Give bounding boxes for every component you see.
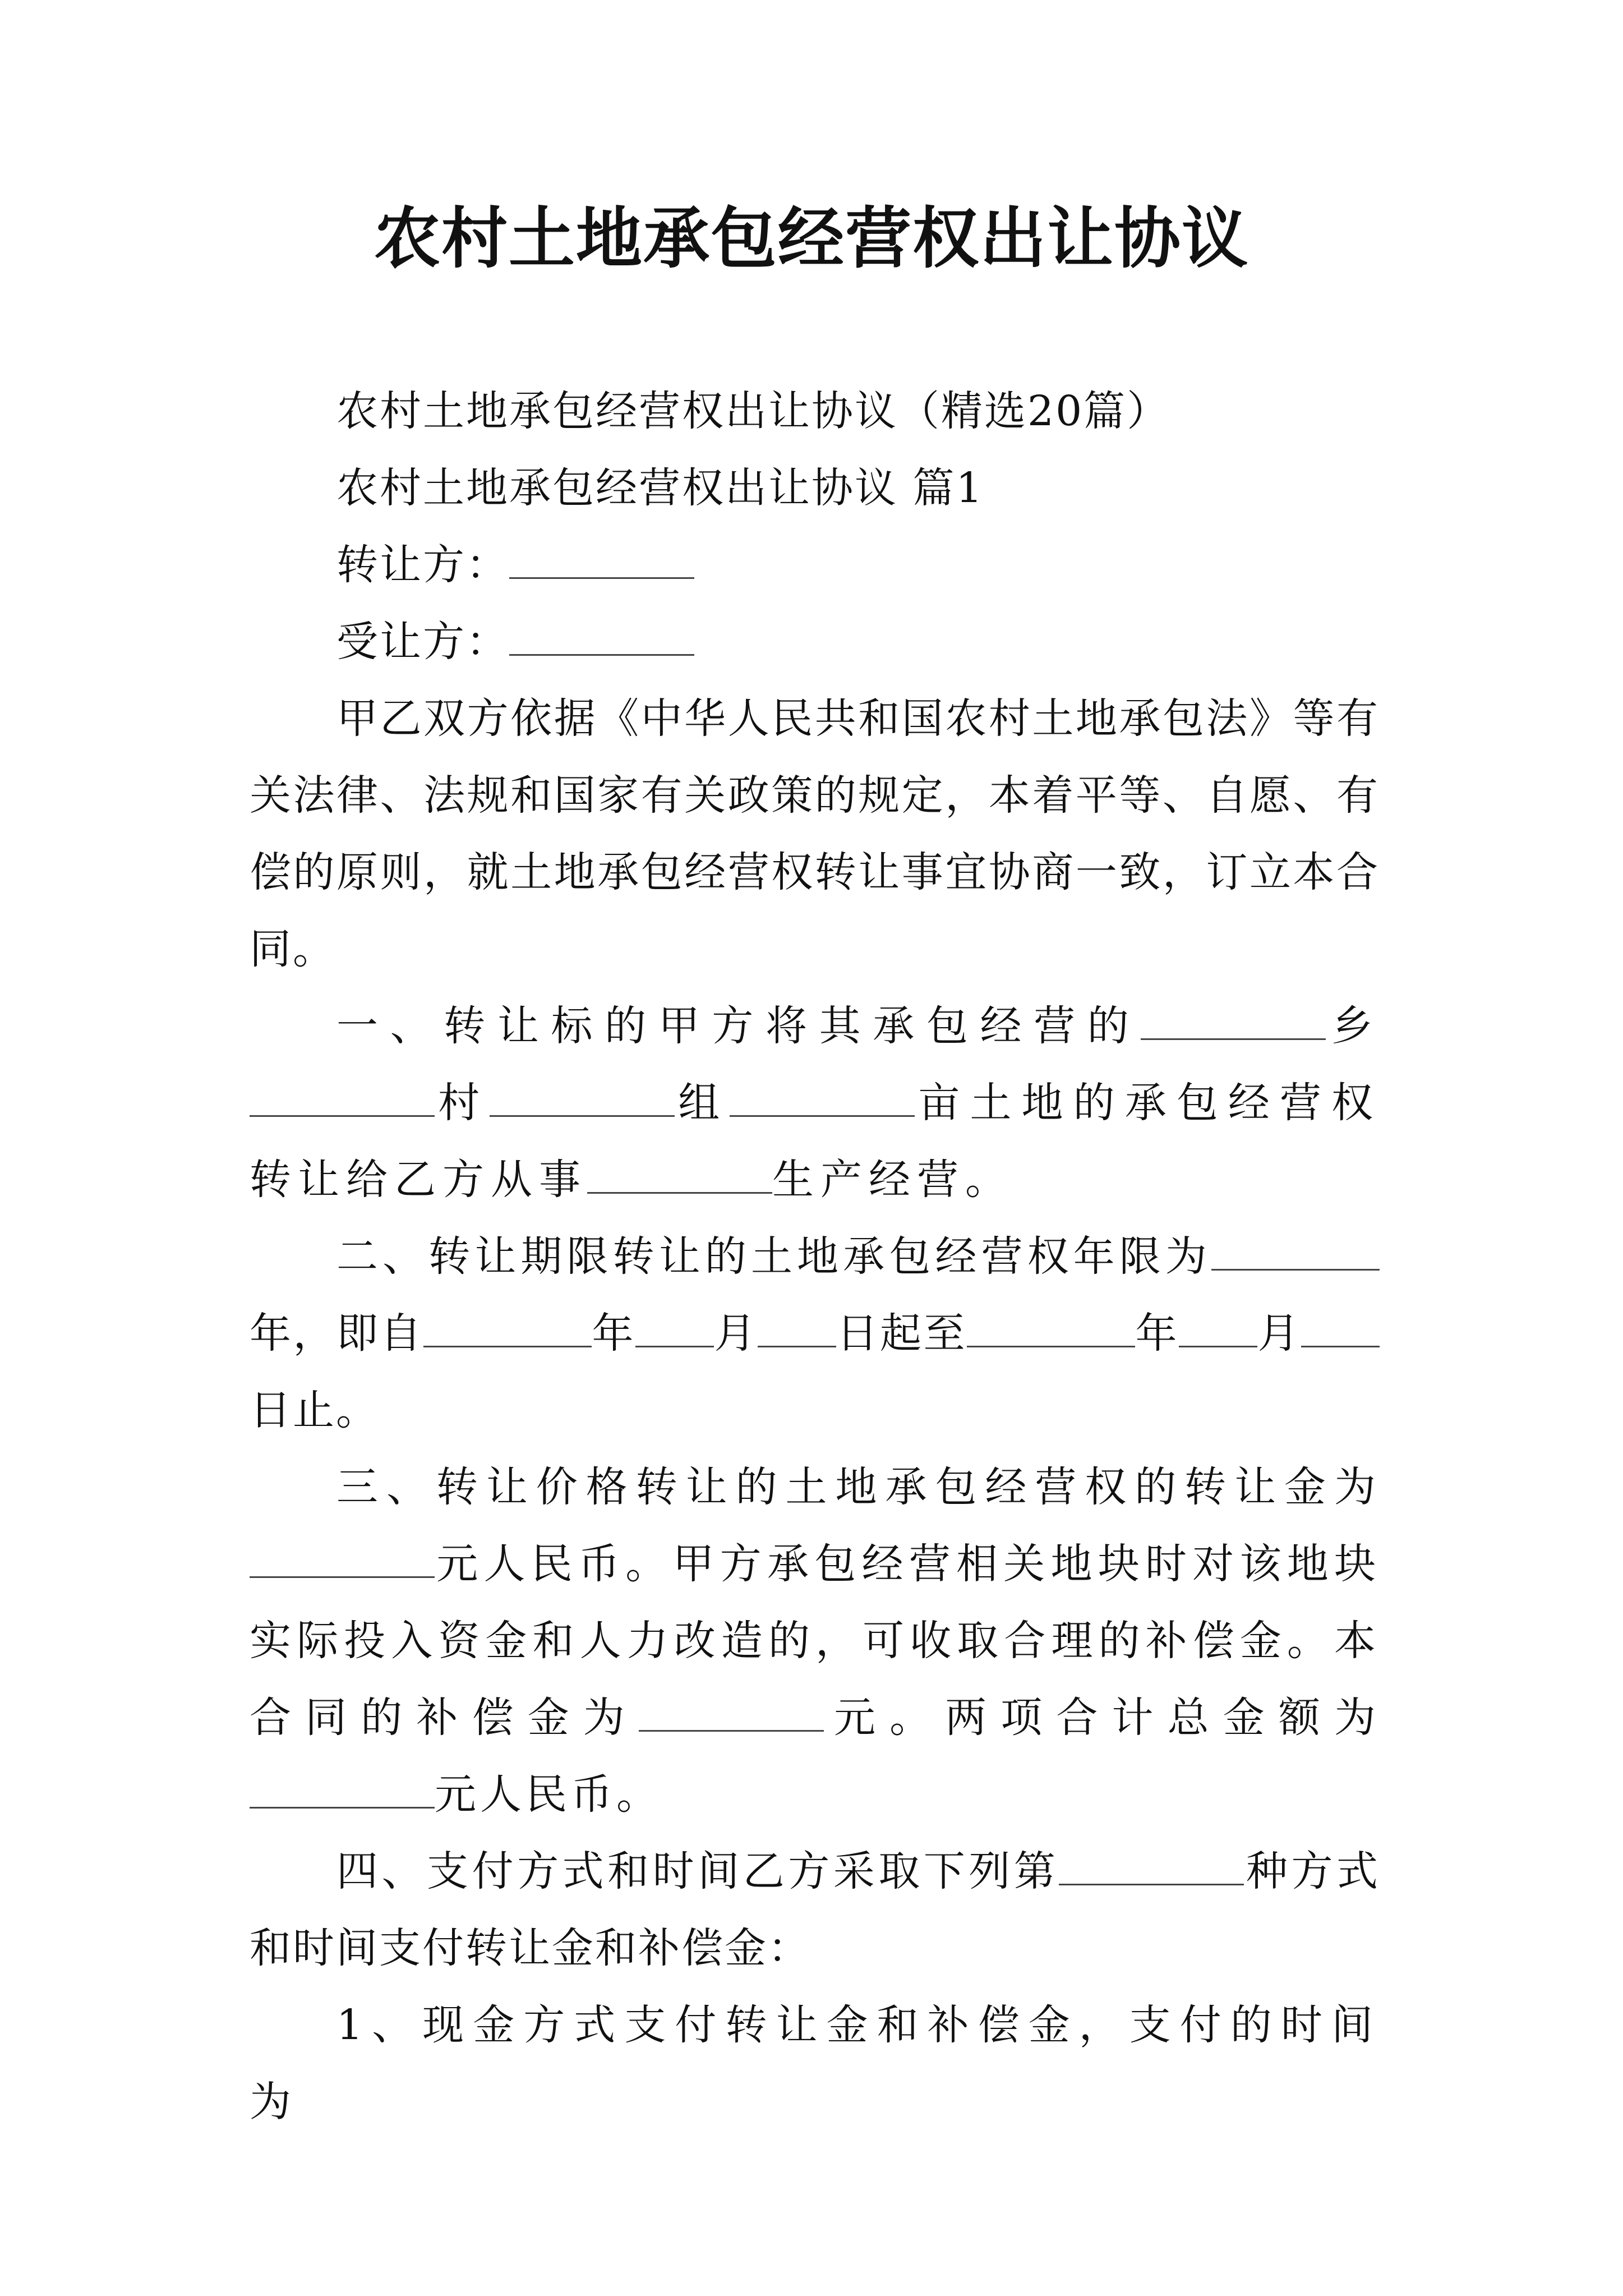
area-blank[interactable] [730, 1076, 915, 1117]
clause-2-text-d: 月 [714, 1309, 758, 1358]
clause-2-text-g: 月 [1257, 1309, 1301, 1358]
clause-2-text-c: 年 [592, 1309, 635, 1358]
clause-1-text-d: 组 [675, 1079, 730, 1127]
business-blank[interactable] [587, 1153, 772, 1194]
transferee-line [250, 604, 1380, 680]
start-month-blank[interactable] [635, 1306, 714, 1347]
clause-2-paragraph [250, 1218, 1380, 1449]
transferee-label: 受让方： [336, 618, 509, 666]
transfer-fee-blank[interactable] [250, 1537, 435, 1578]
village-blank[interactable] [250, 1076, 435, 1117]
end-day-blank[interactable] [1301, 1306, 1380, 1347]
clause-3-text-b: 元人民币。甲方承包经营相关地块时对该地块实际投入资金和人力改造的，可收取合理的补偿金。本合同的补偿金为 [250, 1540, 1380, 1742]
start-day-blank[interactable] [758, 1306, 836, 1347]
clause-2-text-f: 年 [1135, 1309, 1179, 1358]
subtitle: 农村土地承包经营权出让协议（精选20篇） [336, 387, 1170, 435]
section-heading: 农村土地承包经营权出让协议 篇1 [336, 464, 984, 512]
payment-option-blank[interactable] [1059, 1844, 1244, 1885]
term-years-blank[interactable] [1211, 1230, 1380, 1271]
clause-3-text-c: 元。两项合计总金额为 [823, 1694, 1380, 1742]
clause-1-text-b: 乡 [1326, 1002, 1380, 1050]
clause-4-text-b: 种方式和时间支付转让金和补偿金： [250, 1847, 1380, 1972]
township-blank[interactable] [1141, 999, 1326, 1040]
clause-1-paragraph [250, 988, 1380, 1218]
clause-1-text-c: 村 [435, 1079, 490, 1127]
clause-4-paragraph [250, 1833, 1380, 1987]
document-body [250, 373, 1380, 2141]
item-1-paragraph: 1、现金方式支付转让金和补偿金，支付的时间为 [250, 2001, 1380, 2126]
clause-4-text-a: 四、支付方式和时间乙方采取下列第 [336, 1847, 1059, 1895]
compensation-blank[interactable] [639, 1691, 824, 1732]
document-title: 农村土地承包经营权出让协议 [374, 199, 1249, 277]
clause-3-paragraph [250, 1449, 1380, 1833]
transferor-label: 转让方： [336, 541, 509, 589]
clause-1-text-e: 亩土地的承包经营权转让给乙方从事 [250, 1079, 1380, 1204]
end-month-blank[interactable] [1179, 1306, 1257, 1347]
clause-2-text-h: 日止。 [250, 1386, 379, 1434]
transferor-blank[interactable] [509, 538, 694, 579]
total-amount-blank[interactable] [250, 1768, 435, 1809]
start-year-blank[interactable] [423, 1306, 592, 1347]
clause-2-text-e: 日起至 [836, 1309, 967, 1358]
clause-3-text-d: 元人民币。 [435, 1770, 662, 1819]
clause-2-text-b: 年，即自 [250, 1309, 423, 1358]
group-blank[interactable] [490, 1076, 675, 1117]
end-year-blank[interactable] [967, 1306, 1135, 1347]
intro-paragraph: 甲乙双方依据《中华人民共和国农村土地承包法》等有关法律、法规和国家有关政策的规定，本着平等、自愿、有偿的原则，就土地承包经营权转让事宜协商一致，订立本合同。 [250, 694, 1380, 973]
transferor-line [250, 527, 1380, 604]
clause-2-text-a: 二、转让期限转让的土地承包经营权年限为 [336, 1232, 1211, 1281]
clause-3-text-a: 三、转让价格转让的土地承包经营权的转让金为 [336, 1463, 1380, 1511]
transferee-blank[interactable] [509, 615, 694, 656]
clause-1-text-a: 一、转让标的甲方将其承包经营的 [336, 1002, 1141, 1050]
clause-1-text-f: 生产经营。 [772, 1156, 1013, 1204]
